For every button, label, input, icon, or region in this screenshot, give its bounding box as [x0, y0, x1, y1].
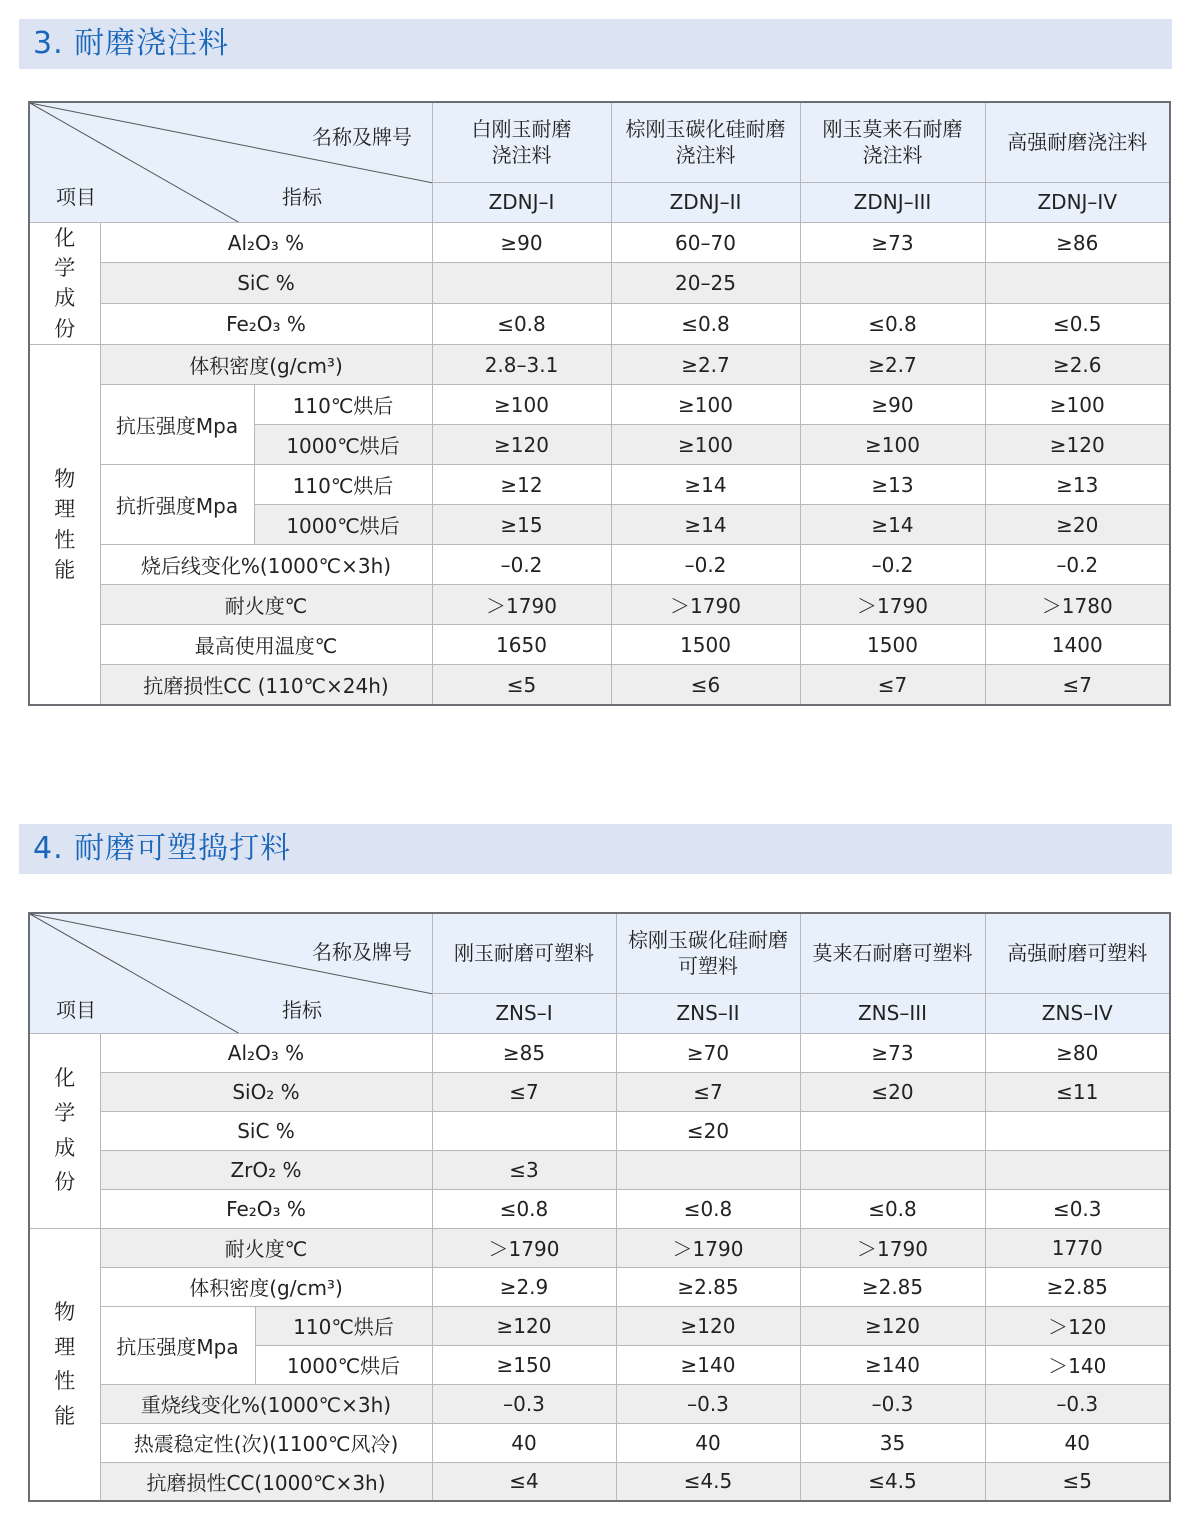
value-cell: ≥2.9: [432, 1267, 616, 1306]
value-cell: ≥14: [611, 465, 800, 505]
value-cell: –0.3: [985, 1384, 1170, 1423]
value-cell: [800, 263, 985, 304]
product-code: ZNS–III: [800, 993, 985, 1033]
value-cell: ≥12: [432, 465, 611, 505]
value-cell: ＞1790: [611, 585, 800, 625]
castable-spec-table: [28, 101, 1171, 706]
value-cell: [985, 263, 1170, 304]
value-cell: ≥70: [616, 1033, 800, 1072]
value-cell: ≥20: [985, 505, 1170, 545]
value-cell: ≥90: [432, 222, 611, 263]
value-cell: ＞1780: [985, 585, 1170, 625]
product-code: ZDNJ–III: [800, 182, 985, 222]
value-cell: ≥140: [800, 1345, 985, 1384]
value-cell: [800, 1150, 985, 1189]
value-cell: 2.8–3.1: [432, 345, 611, 385]
product-name: 高强耐磨浇注料: [985, 102, 1170, 182]
section-3-header: [19, 19, 1172, 69]
value-cell: 1650: [432, 625, 611, 665]
value-cell: 40: [432, 1423, 616, 1462]
value-cell: ≥120: [432, 425, 611, 465]
value-cell: –0.3: [432, 1384, 616, 1423]
value-cell: ≤4.5: [616, 1462, 800, 1501]
property-subname: 110℃烘后: [254, 465, 432, 505]
corner-name-label: 名称及牌号: [312, 940, 412, 964]
value-cell: 40: [985, 1423, 1170, 1462]
property-name: SiC %: [100, 263, 432, 304]
value-cell: ≤0.3: [985, 1189, 1170, 1228]
corner-item-label: 项目: [56, 185, 96, 209]
corner-name-label: 名称及牌号: [312, 125, 412, 149]
plastic-ramming-spec-table: [28, 912, 1171, 1502]
corner-index-label: 指标: [282, 998, 322, 1022]
value-cell: ≥100: [985, 385, 1170, 425]
value-cell: ≤0.8: [616, 1189, 800, 1228]
value-cell: 1500: [611, 625, 800, 665]
value-cell: 20–25: [611, 263, 800, 304]
property-name: 重烧线变化%(1000℃×3h): [100, 1384, 432, 1423]
value-cell: ≤0.8: [800, 304, 985, 345]
property-name: Al₂O₃ %: [100, 222, 432, 263]
product-name: 白刚玉耐磨 浇注料: [432, 102, 611, 182]
product-name: 高强耐磨可塑料: [985, 913, 1170, 993]
property-name: SiC %: [100, 1111, 432, 1150]
value-cell: ＞1790: [800, 1228, 985, 1267]
value-cell: 35: [800, 1423, 985, 1462]
section-4-title: 4. 耐磨可塑捣打料: [33, 831, 292, 866]
chemical-composition-label: 化 学 成 份: [29, 222, 100, 345]
product-name: 棕刚玉碳化硅耐磨 可塑料: [616, 913, 800, 993]
corner-index-label: 指标: [282, 185, 322, 209]
property-name: 体积密度(g/cm³): [100, 1267, 432, 1306]
value-cell: ＞1790: [800, 585, 985, 625]
property-name: 耐火度℃: [100, 585, 432, 625]
value-cell: ≤0.8: [611, 304, 800, 345]
section-4-header: [19, 824, 1172, 874]
value-cell: ≤5: [985, 1462, 1170, 1501]
value-cell: ≥15: [432, 505, 611, 545]
value-cell: ≥2.7: [800, 345, 985, 385]
value-cell: ≥85: [432, 1033, 616, 1072]
value-cell: ≥150: [432, 1345, 616, 1384]
value-cell: 1400: [985, 625, 1170, 665]
value-cell: ＞1790: [432, 1228, 616, 1267]
property-name: Fe₂O₃ %: [100, 1189, 432, 1228]
value-cell: [985, 1111, 1170, 1150]
value-cell: [616, 1150, 800, 1189]
property-name: Fe₂O₃ %: [100, 304, 432, 345]
value-cell: ≤7: [800, 665, 985, 705]
value-cell: ≤4: [432, 1462, 616, 1501]
value-cell: ≥14: [800, 505, 985, 545]
value-cell: ≥2.85: [616, 1267, 800, 1306]
value-cell: ≥14: [611, 505, 800, 545]
product-code: ZDNJ–II: [611, 182, 800, 222]
corner-item-label: 项目: [56, 998, 96, 1022]
value-cell: ＞140: [985, 1345, 1170, 1384]
property-name: ZrO₂ %: [100, 1150, 432, 1189]
property-name: 抗磨损性CC (110℃×24h): [100, 665, 432, 705]
value-cell: ≥80: [985, 1033, 1170, 1072]
product-name: 刚玉耐磨可塑料: [432, 913, 616, 993]
value-cell: ≥73: [800, 222, 985, 263]
value-cell: ≥86: [985, 222, 1170, 263]
corner-header: [29, 913, 432, 1033]
value-cell: ≤0.8: [800, 1189, 985, 1228]
value-cell: ≤0.8: [432, 304, 611, 345]
product-code: ZDNJ–I: [432, 182, 611, 222]
value-cell: ＞1790: [432, 585, 611, 625]
property-subname: 1000℃烘后: [254, 425, 432, 465]
value-cell: ＞120: [985, 1306, 1170, 1345]
value-cell: ≥120: [616, 1306, 800, 1345]
property-name: Al₂O₃ %: [100, 1033, 432, 1072]
value-cell: ≥13: [800, 465, 985, 505]
value-cell: 40: [616, 1423, 800, 1462]
property-subname: 1000℃烘后: [255, 1345, 432, 1384]
property-group-name: 抗压强度Mpa: [100, 385, 254, 465]
value-cell: –0.2: [800, 545, 985, 585]
value-cell: ≥90: [800, 385, 985, 425]
value-cell: –0.2: [432, 545, 611, 585]
value-cell: –0.3: [616, 1384, 800, 1423]
physical-properties-label: 物 理 性 能: [29, 345, 100, 705]
product-name: 刚玉莫来石耐磨 浇注料: [800, 102, 985, 182]
product-name: 莫来石耐磨可塑料: [800, 913, 985, 993]
product-code: ZNS–II: [616, 993, 800, 1033]
value-cell: ≤5: [432, 665, 611, 705]
value-cell: ≤0.5: [985, 304, 1170, 345]
corner-header: [29, 102, 432, 222]
value-cell: 1770: [985, 1228, 1170, 1267]
physical-properties-label: 物 理 性 能: [29, 1228, 100, 1501]
value-cell: ≤0.8: [432, 1189, 616, 1228]
product-code: ZNS–IV: [985, 993, 1170, 1033]
value-cell: [432, 1111, 616, 1150]
value-cell: ≥100: [800, 425, 985, 465]
value-cell: [985, 1150, 1170, 1189]
property-name: 耐火度℃: [100, 1228, 432, 1267]
value-cell: ≤20: [616, 1111, 800, 1150]
property-subname: 1000℃烘后: [254, 505, 432, 545]
value-cell: ≤7: [432, 1072, 616, 1111]
value-cell: ≥2.85: [800, 1267, 985, 1306]
value-cell: ≥2.6: [985, 345, 1170, 385]
product-name: 棕刚玉碳化硅耐磨 浇注料: [611, 102, 800, 182]
value-cell: ≥100: [611, 385, 800, 425]
value-cell: ≥140: [616, 1345, 800, 1384]
value-cell: ≥120: [432, 1306, 616, 1345]
value-cell: ≤6: [611, 665, 800, 705]
value-cell: –0.3: [800, 1384, 985, 1423]
property-name: 热震稳定性(次)(1100℃风冷): [100, 1423, 432, 1462]
value-cell: ≤7: [616, 1072, 800, 1111]
property-group-name: 抗压强度Mpa: [100, 1306, 255, 1384]
value-cell: [432, 263, 611, 304]
value-cell: ≤3: [432, 1150, 616, 1189]
product-code: ZDNJ–IV: [985, 182, 1170, 222]
value-cell: ≥2.85: [985, 1267, 1170, 1306]
property-subname: 110℃烘后: [255, 1306, 432, 1345]
property-name: 烧后线变化%(1000℃×3h): [100, 545, 432, 585]
value-cell: ≥100: [432, 385, 611, 425]
value-cell: ≥120: [800, 1306, 985, 1345]
value-cell: 60–70: [611, 222, 800, 263]
value-cell: –0.2: [611, 545, 800, 585]
section-3-title: 3. 耐磨浇注料: [33, 26, 230, 61]
property-subname: 110℃烘后: [254, 385, 432, 425]
property-name: SiO₂ %: [100, 1072, 432, 1111]
value-cell: ≥13: [985, 465, 1170, 505]
value-cell: ≤11: [985, 1072, 1170, 1111]
property-group-name: 抗折强度Mpa: [100, 465, 254, 545]
value-cell: [800, 1111, 985, 1150]
value-cell: ≥2.7: [611, 345, 800, 385]
value-cell: ≥100: [611, 425, 800, 465]
product-code: ZNS–I: [432, 993, 616, 1033]
chemical-composition-label: 化 学 成 份: [29, 1033, 100, 1228]
value-cell: 1500: [800, 625, 985, 665]
value-cell: –0.2: [985, 545, 1170, 585]
value-cell: ≤4.5: [800, 1462, 985, 1501]
value-cell: ≤20: [800, 1072, 985, 1111]
property-name: 最高使用温度℃: [100, 625, 432, 665]
value-cell: ≥73: [800, 1033, 985, 1072]
property-name: 抗磨损性CC(1000℃×3h): [100, 1462, 432, 1501]
value-cell: ≤7: [985, 665, 1170, 705]
value-cell: ＞1790: [616, 1228, 800, 1267]
property-name: 体积密度(g/cm³): [100, 345, 432, 385]
value-cell: ≥120: [985, 425, 1170, 465]
